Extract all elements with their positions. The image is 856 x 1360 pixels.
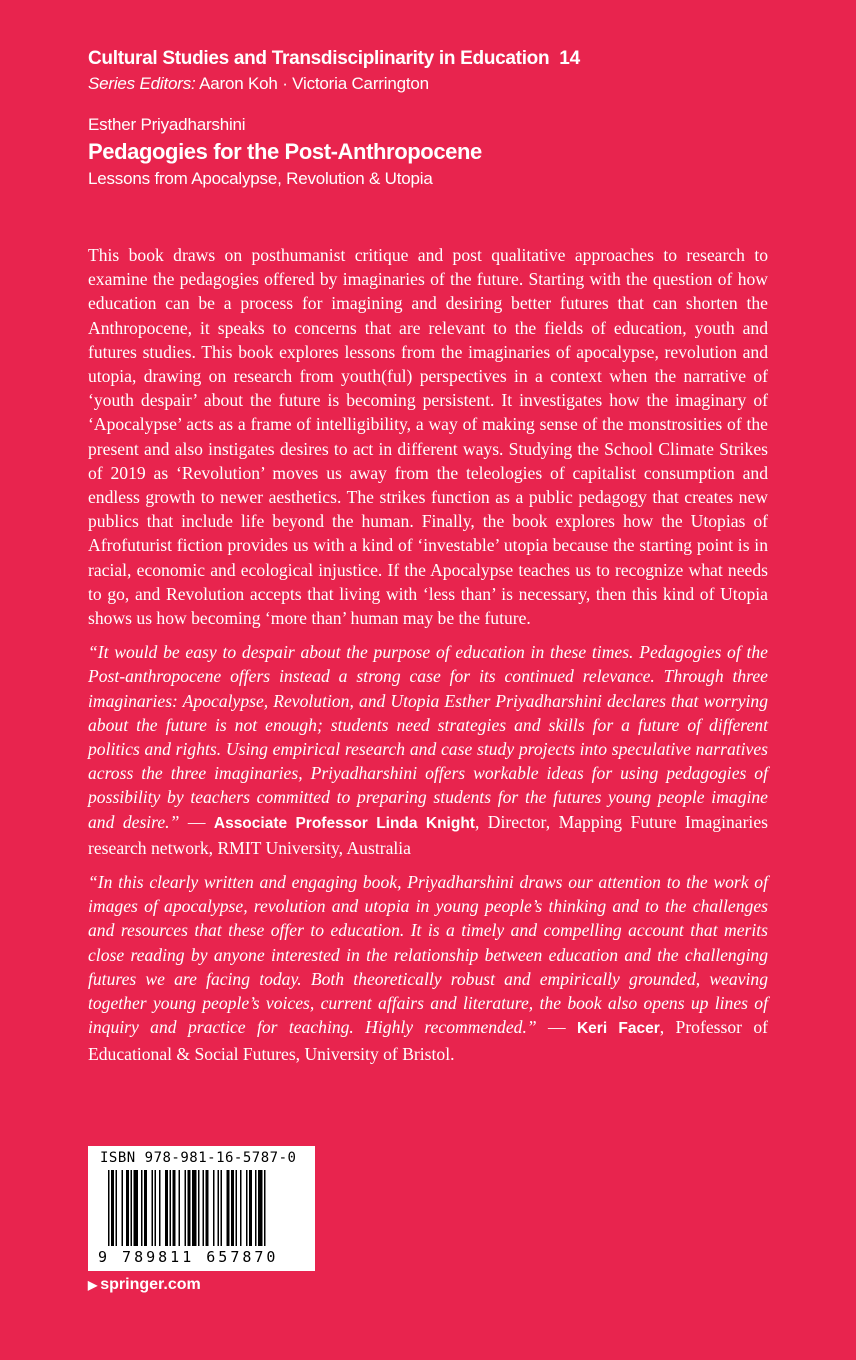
barcode-bar (126, 1170, 129, 1246)
book-description: This book draws on posthumanist critique and post qualitative approaches to research to examine the pedagogies offered by imaginaries of the future. Starting with the question of how education can be a process for imagining and desiring better futures that can shorten the Anthropocene, it speaks to concerns that are relevant to the fields of education, youth and futures studies. This book explores lessons from the imaginaries of apocalypse, revolution and utopia, drawing on research from youth(ful) perspectives in a context when the narrative of ‘youth despair’ about the future is becoming persistent. It investigates how the imaginary of ‘Apocalypse’ acts as a frame of intelligibility, a way of making sense of the monstrosities of the present and also instigates desires to act in different ways. Studying the School Climate Strikes of 2019 as ‘Revolution’ moves us away from the teleologies of capitalist consumption and endless growth to newer aesthetics. The strikes function as a public pedagogy that creates new publics that include life beyond the human. Finally, the book explores how the Utopias of Afrofuturist fiction provides us with a kind of ‘investable’ utopia because the starting point is in racial, economic and ecological injustice. If the Apocalypse teaches us to recognize what needs to go, and Revolution accepts that living with ‘less than’ is necessary, then this kind of Utopia shows us how becoming ‘more than’ human may be the future. (88, 245, 768, 629)
barcode-bar (249, 1170, 252, 1246)
barcode-bar (144, 1170, 147, 1246)
arrow-icon: ▶ (88, 1278, 98, 1292)
series-info (88, 46, 788, 96)
barcode-bar (246, 1170, 248, 1246)
barcode-digits: 9 789811 657870 (98, 1248, 279, 1266)
barcode-bar (258, 1170, 263, 1246)
barcode-bar (152, 1170, 154, 1246)
series-volume: 14 (559, 48, 580, 69)
barcode-bar (165, 1170, 168, 1246)
barcode-bar (116, 1170, 118, 1246)
quote-attribution-details: , Director, Mapping Future Imaginaries research network, RMIT University, Australia (88, 811, 768, 858)
barcode-bar (203, 1170, 205, 1246)
book-subtitle: Lessons from Apocalypse, Revolution & Utopia (88, 169, 433, 188)
book-info (88, 113, 788, 191)
barcode-bar (185, 1170, 187, 1246)
barcode-bar (155, 1170, 157, 1246)
barcode-bar (108, 1170, 110, 1246)
quote-attribution-name: Keri Facer (576, 1020, 660, 1038)
barcode-bar (134, 1170, 139, 1246)
book-author: Esther Priyadharshini (88, 115, 246, 134)
series-editors-label: Series Editors: (88, 74, 196, 93)
barcode-bar (111, 1170, 114, 1246)
barcode-bar (218, 1170, 220, 1246)
series-title (88, 46, 788, 72)
barcode-bar (255, 1170, 257, 1246)
barcode-bar (131, 1170, 133, 1246)
barcode-bar (221, 1170, 223, 1246)
barcode-bar (159, 1170, 161, 1246)
barcode-bar (179, 1170, 181, 1246)
quote-attribution-details: , Professor of Educational & Social Futures, University of Bristol. (88, 1017, 769, 1064)
publisher-url: springer.com (100, 1276, 201, 1293)
quote-dash: — (179, 811, 214, 832)
barcode-bar (173, 1170, 176, 1246)
barcode-bar (170, 1170, 172, 1246)
barcode-bar (206, 1170, 209, 1246)
barcode-bar (122, 1170, 124, 1246)
series-editors-names: Aaron Koh · Victoria Carrington (199, 74, 429, 93)
quote-dash: — (536, 1017, 577, 1038)
quote-attribution-name: Associate Professor Linda Knight (213, 814, 475, 832)
barcode-bar (213, 1170, 215, 1246)
publisher-link[interactable] (88, 1276, 201, 1294)
book-title: Pedagogies for the Post-Anthropocene (88, 139, 482, 164)
barcode-bar (198, 1170, 200, 1246)
series-editors (88, 72, 788, 96)
back-cover-text (88, 243, 768, 1076)
isbn-label: ISBN 978-981-16-5787-0 (100, 1150, 297, 1166)
endorsement-quote (88, 870, 768, 1066)
barcode-bars (108, 1170, 304, 1246)
barcode-bar (192, 1170, 197, 1246)
barcode-bar (141, 1170, 143, 1246)
barcode-bar (240, 1170, 242, 1246)
barcode-bar (188, 1170, 191, 1246)
isbn-barcode (88, 1146, 315, 1271)
barcode-bar (227, 1170, 230, 1246)
barcode-bar (236, 1170, 238, 1246)
series-title-text: Cultural Studies and Transdisciplinarity in Education (88, 48, 550, 69)
quote-text: “It would be easy to despair about the purpose of education in these times. Pedagogies of the Post-anthropocene offers instead a strong case for its continued relevance. Through three imaginaries: Apocalypse, Revolution, and Utopia Esther Priyadharshini declares that worrying about the future is not enough; students need strategies and skills for a future of different politics and rights. Using empirical research and case study projects into speculative narratives across the three imaginaries, Priyadharshini offers workable ideas for using pedagogies of possibility by teachers committed to preparing students for the futures young people imagine and desire.” (88, 642, 768, 832)
barcode-bar (231, 1170, 234, 1246)
barcode-bar (264, 1170, 266, 1246)
quote-text: “In this clearly written and engaging book, Priyadharshini draws our attention to the work of images of apocalypse, revolution and utopia in young people’s thinking and to the challenges and resources that these offer to education. It is a timely and compelling account that merits close reading by anyone interested in the relationship between education and the challenging futures we are facing today. Both theoretically robust and empirically grounded, weaving together young people’s voices, current affairs and literature, the book also opens up lines of inquiry and practice for teaching. Highly recommended.” (88, 872, 768, 1038)
endorsement-quote (88, 640, 768, 860)
